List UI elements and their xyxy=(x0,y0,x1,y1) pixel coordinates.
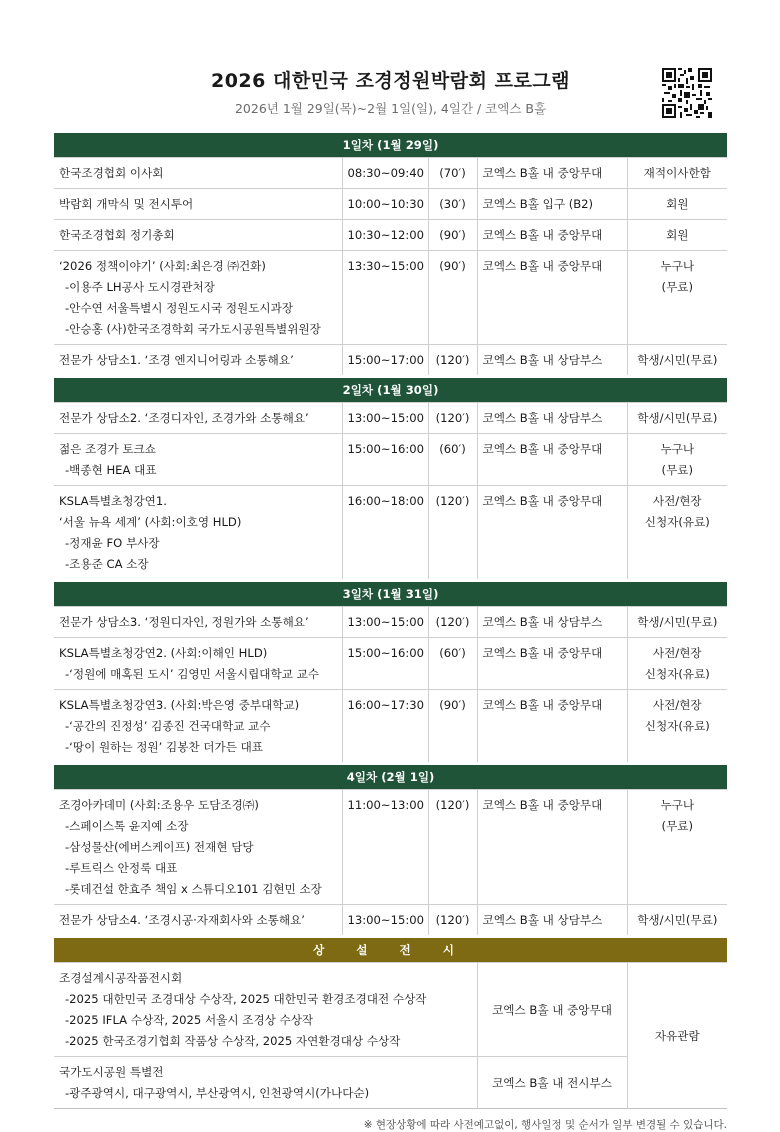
program-target: 재적이사한함 xyxy=(643,166,711,180)
day-header-row xyxy=(54,132,727,158)
program-duration: (90′) xyxy=(428,690,477,764)
program-row xyxy=(54,790,727,905)
program-place: 코엑스 B홀 내 상담부스 xyxy=(477,403,627,434)
program-title: KSLA특별초청강연3. (사회:박은영 중부대학교) xyxy=(59,698,300,712)
exhibition-title-cell xyxy=(54,1057,477,1109)
program-title-cell xyxy=(54,638,342,690)
program-target: (무료) xyxy=(661,819,693,833)
program-target-cell xyxy=(627,345,727,377)
program-row xyxy=(54,434,727,486)
program-duration: (120′) xyxy=(428,905,477,937)
exhibition-title: 조경설계시공작품전시회 xyxy=(59,971,183,985)
program-title-cell xyxy=(54,486,342,581)
program-time: 16:00~18:00 xyxy=(342,486,428,581)
program-row xyxy=(54,403,727,434)
program-target-cell xyxy=(627,434,727,486)
program-row xyxy=(54,690,727,764)
program-target-cell xyxy=(627,251,727,345)
program-target-cell xyxy=(627,790,727,905)
program-place: 코엑스 B홀 내 상담부스 xyxy=(477,345,627,377)
program-row xyxy=(54,486,727,581)
day-header-row xyxy=(54,764,727,790)
day-header: 2일차 (1월 30일) xyxy=(54,377,727,403)
day-header: 4일차 (2월 1일) xyxy=(54,764,727,790)
program-place: 코엑스 B홀 내 중앙무대 xyxy=(477,690,627,764)
program-time: 13:30~15:00 xyxy=(342,251,428,345)
exhibition-title-cell xyxy=(54,963,477,1057)
program-target: 학생/시민(무료) xyxy=(637,615,718,629)
program-title: 한국조경협회 정기총회 xyxy=(59,228,175,242)
day-header-row xyxy=(54,377,727,403)
program-row xyxy=(54,251,727,345)
program-target: 사전/현장 xyxy=(652,494,702,508)
program-time: 15:00~16:00 xyxy=(342,638,428,690)
program-speaker: -이용주 LH공사 도시경관처장 xyxy=(65,280,215,294)
program-speaker: -‘정원에 매혹된 도시’ 김영민 서울시립대학교 교수 xyxy=(65,667,319,681)
day-header: 1일차 (1월 29일) xyxy=(54,132,727,158)
program-place: 코엑스 B홀 내 중앙무대 xyxy=(477,251,627,345)
program-title-cell xyxy=(54,251,342,345)
program-table xyxy=(54,130,727,1109)
program-target: 학생/시민(무료) xyxy=(637,411,718,425)
program-time: 10:00~10:30 xyxy=(342,189,428,220)
day-header-row xyxy=(54,581,727,607)
program-duration: (60′) xyxy=(428,434,477,486)
program-speaker: -스페이스톡 윤지예 소장 xyxy=(65,819,189,833)
program-title: 전문가 상담소3. ‘정원디자인, 정원가와 소통해요’ xyxy=(59,615,309,629)
program-target: 사전/현장 xyxy=(652,698,702,712)
program-speaker: -백종현 HEA 대표 xyxy=(65,463,157,477)
exhibition-row xyxy=(54,1057,727,1109)
program-title: 조경아카데미 (사회:조용우 도담조경㈜) xyxy=(59,798,259,812)
program-target: 신청자(유료) xyxy=(644,515,710,529)
program-title-cell xyxy=(54,607,342,638)
program-target: 사전/현장 xyxy=(652,646,702,660)
exhibition-header-row xyxy=(54,937,727,963)
program-target: 신청자(유료) xyxy=(644,667,710,681)
exhibition-item: -광주광역시, 대구광역시, 부산광역시, 인천광역시(가나다순) xyxy=(65,1086,370,1100)
program-title-cell xyxy=(54,905,342,937)
exhibition-place: 코엑스 B홀 내 전시부스 xyxy=(477,1057,627,1109)
program-subtitle: ‘서울 뉴욕 세계’ (사회:이호영 HLD) xyxy=(59,515,242,529)
program-duration: (120′) xyxy=(428,403,477,434)
program-time: 11:00~13:00 xyxy=(342,790,428,905)
page-title: 2026 대한민국 조경정원박람회 프로그램 xyxy=(210,70,571,92)
program-title: 전문가 상담소4. ‘조경시공·자재회사와 소통해요’ xyxy=(59,913,305,927)
program-target: 누구나 xyxy=(660,798,695,812)
program-speaker: -안승홍 (사)한국조경학회 국가도시공원특별위원장 xyxy=(65,322,321,336)
program-target: 학생/시민(무료) xyxy=(637,353,718,367)
exhibition-row xyxy=(54,963,727,1057)
program-target-cell xyxy=(627,690,727,764)
day-header: 3일차 (1월 31일) xyxy=(54,581,727,607)
program-target-cell xyxy=(627,403,727,434)
program-title: 젊은 조경가 토크쇼 xyxy=(59,442,156,456)
program-duration: (120′) xyxy=(428,607,477,638)
program-title: 한국조경협회 이사회 xyxy=(59,166,164,180)
program-target: (무료) xyxy=(661,463,693,477)
program-time: 13:00~15:00 xyxy=(342,607,428,638)
program-speaker: -롯데건설 한효주 책임 x 스튜디오101 김현민 소장 xyxy=(65,882,322,896)
program-time: 08:30~09:40 xyxy=(342,158,428,189)
program-place: 코엑스 B홀 내 중앙무대 xyxy=(477,158,627,189)
program-target-cell xyxy=(627,158,727,189)
page-subtitle: 2026년 1월 29일(목)~2월 1일(일), 4일간 / 코엑스 B홀 xyxy=(234,101,547,116)
program-title: ‘2026 정책이야기’ (사회:최은경 ㈜건화) xyxy=(59,259,266,273)
program-title-cell xyxy=(54,690,342,764)
program-time: 16:00~17:30 xyxy=(342,690,428,764)
program-speaker: -조용준 CA 소장 xyxy=(65,557,149,571)
program-place: 코엑스 B홀 입구 (B2) xyxy=(477,189,627,220)
program-title: 박람회 개막식 및 전시투어 xyxy=(59,197,194,211)
program-speaker: -안수연 서울특별시 정원도시국 정원도시과장 xyxy=(65,301,294,315)
program-place: 코엑스 B홀 내 상담부스 xyxy=(477,905,627,937)
program-time: 13:00~15:00 xyxy=(342,403,428,434)
exhibition-item: -2025 IFLA 수상작, 2025 서울시 조경상 수상작 xyxy=(65,1013,314,1027)
exhibition-item: -2025 대한민국 조경대상 수상작, 2025 대한민국 환경조경대전 수상작 xyxy=(65,992,427,1006)
exhibition-target: 자유관람 xyxy=(627,963,727,1109)
program-speaker: -정재윤 FO 부사장 xyxy=(65,536,160,550)
program-target-cell xyxy=(627,638,727,690)
program-duration: (60′) xyxy=(428,638,477,690)
program-time: 13:00~15:00 xyxy=(342,905,428,937)
program-title-cell xyxy=(54,434,342,486)
program-duration: (30′) xyxy=(428,189,477,220)
program-place: 코엑스 B홀 내 중앙무대 xyxy=(477,220,627,251)
program-row xyxy=(54,607,727,638)
program-time: 15:00~16:00 xyxy=(342,434,428,486)
program-place: 코엑스 B홀 내 중앙무대 xyxy=(477,434,627,486)
program-target: 누구나 xyxy=(660,259,695,273)
program-title: 전문가 상담소2. ‘조경디자인, 조경가와 소통해요’ xyxy=(59,411,309,425)
program-target: (무료) xyxy=(661,280,693,294)
program-target-cell xyxy=(627,607,727,638)
footnote: ※ 현장상황에 따라 사전예고없이, 행사일정 및 순서가 일부 변경될 수 있습니다. xyxy=(363,1119,727,1131)
program-time: 10:30~12:00 xyxy=(342,220,428,251)
program-target: 신청자(유료) xyxy=(644,719,710,733)
program-row xyxy=(54,158,727,189)
program-time: 15:00~17:00 xyxy=(342,345,428,377)
program-target: 누구나 xyxy=(660,442,695,456)
exhibition-title: 국가도시공원 특별전 xyxy=(59,1065,164,1079)
program-place: 코엑스 B홀 내 상담부스 xyxy=(477,607,627,638)
program-title-cell xyxy=(54,403,342,434)
program-target: 학생/시민(무료) xyxy=(637,913,718,927)
program-duration: (90′) xyxy=(428,220,477,251)
program-place: 코엑스 B홀 내 중앙무대 xyxy=(477,486,627,581)
program-row xyxy=(54,189,727,220)
exhibition-place: 코엑스 B홀 내 중앙무대 xyxy=(477,963,627,1057)
program-speaker: -‘공간의 진정성’ 김종진 건국대학교 교수 xyxy=(65,719,271,733)
program-title-cell xyxy=(54,790,342,905)
program-title-cell xyxy=(54,345,342,377)
program-title: 전문가 상담소1. ‘조경 엔지니어링과 소통해요’ xyxy=(59,353,294,367)
program-target: 회원 xyxy=(666,197,689,211)
program-duration: (120′) xyxy=(428,345,477,377)
program-row xyxy=(54,220,727,251)
program-speaker: -루트릭스 안정룩 대표 xyxy=(65,861,178,875)
program-document xyxy=(54,62,727,1132)
program-target-cell xyxy=(627,220,727,251)
program-title-cell xyxy=(54,220,342,251)
program-row xyxy=(54,345,727,377)
program-speaker: -삼성물산(에버스케이프) 전재현 담당 xyxy=(65,840,254,854)
program-target: 회원 xyxy=(666,228,689,242)
program-target-cell xyxy=(627,905,727,937)
program-title-cell xyxy=(54,189,342,220)
program-title: KSLA특별초청강연1. xyxy=(59,494,167,508)
program-target-cell xyxy=(627,486,727,581)
program-duration: (70′) xyxy=(428,158,477,189)
program-row xyxy=(54,905,727,937)
program-duration: (120′) xyxy=(428,486,477,581)
program-target-cell xyxy=(627,189,727,220)
program-place: 코엑스 B홀 내 중앙무대 xyxy=(477,790,627,905)
program-row xyxy=(54,638,727,690)
program-duration: (120′) xyxy=(428,790,477,905)
program-title-cell xyxy=(54,158,342,189)
exhibition-header: 상 설 전 시 xyxy=(54,937,727,963)
exhibition-item: -2025 한국조경기협회 작품상 수상작, 2025 자연환경대상 수상작 xyxy=(65,1034,401,1048)
program-place: 코엑스 B홀 내 중앙무대 xyxy=(477,638,627,690)
program-speaker: -‘땅이 원하는 정원’ 김봉찬 더가든 대표 xyxy=(65,740,263,754)
program-title: KSLA특별초청강연2. (사회:이해인 HLD) xyxy=(59,646,268,660)
program-duration: (90′) xyxy=(428,251,477,345)
